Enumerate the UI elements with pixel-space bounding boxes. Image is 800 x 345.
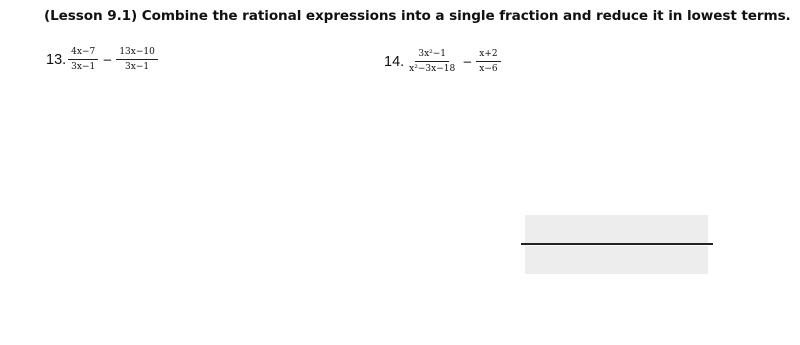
minus-operator: − [462, 55, 473, 69]
numerator: x+2 [476, 49, 500, 62]
fraction-second [476, 49, 500, 75]
fraction-first [68, 47, 98, 73]
denominator: x²−3x−18 [409, 64, 456, 74]
numerator: 13x−10 [116, 47, 158, 60]
problem-14 [384, 49, 501, 75]
problem-number: 14. [384, 54, 405, 70]
problem-number: 13. [46, 52, 67, 68]
problem-13 [46, 47, 158, 73]
minus-operator: − [102, 53, 113, 67]
fraction-second [116, 47, 158, 73]
numerator: 3x²−1 [415, 49, 449, 62]
denominator: x−6 [479, 64, 498, 74]
denominator: 3x−1 [71, 62, 96, 72]
answer-line[interactable] [521, 243, 713, 245]
answer-box-bottom-shade [525, 246, 708, 274]
fraction-first [406, 49, 458, 75]
instruction-heading: (Lesson 9.1) Combine the rational expressions into a single fraction and reduce it in lowest terms. [44, 8, 791, 24]
numerator: 4x−7 [68, 47, 98, 60]
denominator: 3x−1 [125, 62, 150, 72]
answer-box-top-shade [525, 215, 708, 243]
